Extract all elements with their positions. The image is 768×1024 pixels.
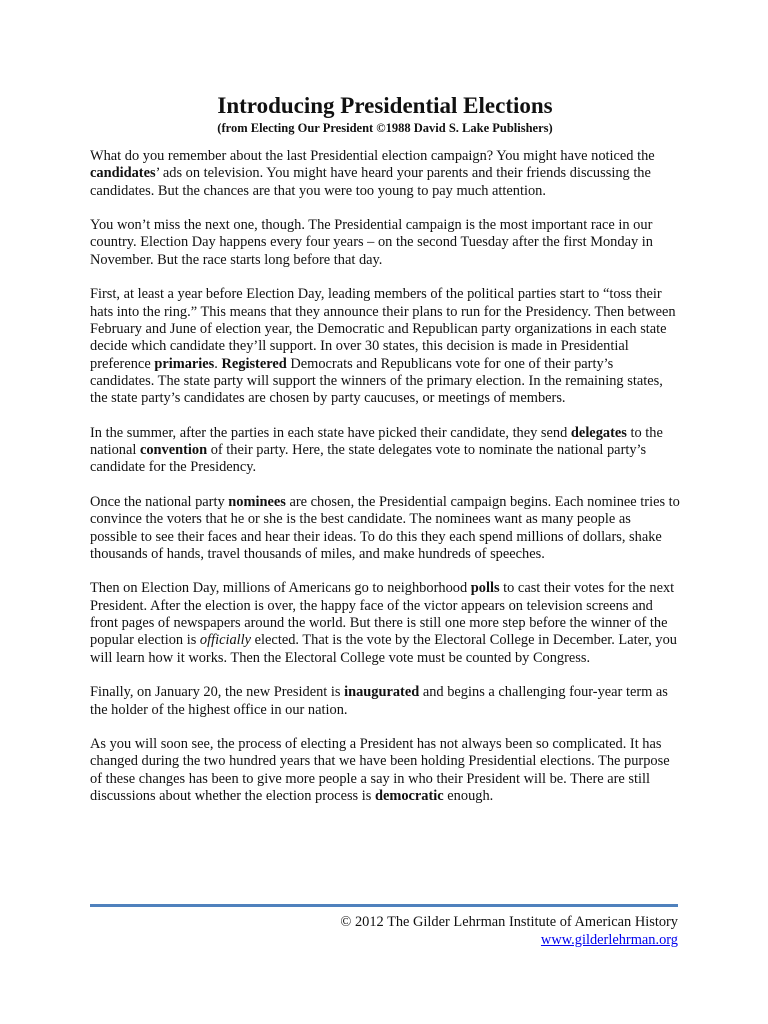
- document-title: Introducing Presidential Elections: [217, 93, 553, 118]
- paragraph-text: elected. That is the vote by the Electoral College in December. Later, you will learn how it works. Then the Electoral College vote must be counted by Congress.: [90, 632, 677, 666]
- paragraph-text: Then on Election Day, millions of Americans go to neighborhood: [90, 580, 471, 597]
- document-subtitle: (from Electing Our President ©1988 David S. Lake Publishers): [217, 121, 553, 135]
- paragraph-text: enough.: [443, 787, 494, 804]
- bold-term: convention: [139, 442, 208, 459]
- paragraph: [90, 684, 680, 719]
- bold-term: inaugurated: [344, 684, 420, 701]
- paragraph-text: First, at least a year before Election Day, leading members of the political parties start to “toss their hats into the ring.” This means that they announce their plans to run for the Presidency. Then between February and June of election year, the Democratic and Republican party organizations in each state decide which candidate they’ll support. In over 30 states, this decision is made in Presidential preference: [90, 286, 676, 372]
- paragraph-text: to the national: [90, 424, 663, 459]
- paragraph-text: ’ ads on television. You might have heard your parents and their friends discussing the candidates. But the chances are that you were too young to pay much attention.: [90, 165, 651, 199]
- paragraph-list: [90, 148, 680, 805]
- paragraph: [90, 148, 680, 200]
- paragraph-text: You won’t miss the next one, though. The Presidential campaign is the most important race in our country. Election Day happens every four years – on the second Tuesday after the first Monday in November. But the race starts long before that day.: [90, 217, 653, 268]
- paragraph-text: Once the national party: [90, 493, 229, 510]
- paragraph-text: Finally, on January 20, the new President is: [90, 684, 345, 701]
- paragraph-text: are chosen, the Presidential campaign begins. Each nominee tries to convince the voters that he or she is the best candidate. The nominees want as many people as possible to see their faces and hear their ideas. To do this they each spend millions of dollars, shake thousands of hands, travel thousands of miles, and make hundreds of speeches.: [90, 493, 680, 562]
- footer-copyright: © 2012 The Gilder Lehrman Institute of American History: [340, 914, 678, 930]
- paragraph-text: .: [214, 355, 222, 372]
- bold-term: Registered: [221, 355, 287, 372]
- paragraph-text: and begins a challenging four-year term as the holder of the highest office in our nation.: [90, 684, 668, 718]
- paragraph: [90, 425, 680, 477]
- bold-term: primaries: [154, 355, 215, 372]
- paragraph-text: Democrats and Republicans vote for one of their party’s candidates. The state party will support the winners of the primary election. In the remaining states, the state party’s candidates are chosen by party caucuses, or meetings of members.: [90, 355, 663, 407]
- bold-term: delegates: [570, 424, 627, 441]
- bold-term: polls: [470, 580, 500, 597]
- bold-term: nominees: [228, 493, 286, 510]
- paragraph-text: to cast their votes for the next President. After the election is over, the happy face of the victor appears on television screens and front pages of newspapers around the world. But there is still one more step before the winner of the popular election is: [90, 580, 675, 649]
- italic-term: officially: [199, 632, 252, 649]
- paragraph: [90, 217, 680, 269]
- document-body: [90, 92, 680, 823]
- paragraph: [90, 494, 680, 563]
- footer-divider: [90, 904, 678, 907]
- paragraph-text: In the summer, after the parties in each state have picked their candidate, they send: [90, 424, 571, 441]
- bold-term: democratic: [374, 787, 444, 804]
- paragraph-text: What do you remember about the last Presidential election campaign? You might have noticed the: [90, 148, 655, 164]
- footer: [340, 914, 678, 949]
- paragraph: [90, 286, 680, 407]
- bold-term: candidates: [90, 165, 156, 182]
- paragraph: [90, 736, 680, 805]
- paragraph-text: of their party. Here, the state delegates vote to nominate the national party’s candidate for the Presidency.: [90, 442, 647, 476]
- paragraph: [90, 580, 680, 666]
- paragraph-text: As you will soon see, the process of electing a President has not always been so complicated. It has changed during the two hundred years that we have been holding Presidential elections. The purpose of these changes has been to give more people a say in who their President will be. There are still discussions about whether the election process is: [90, 736, 670, 804]
- footer-website-link[interactable]: www.gilderlehrman.org: [540, 931, 678, 948]
